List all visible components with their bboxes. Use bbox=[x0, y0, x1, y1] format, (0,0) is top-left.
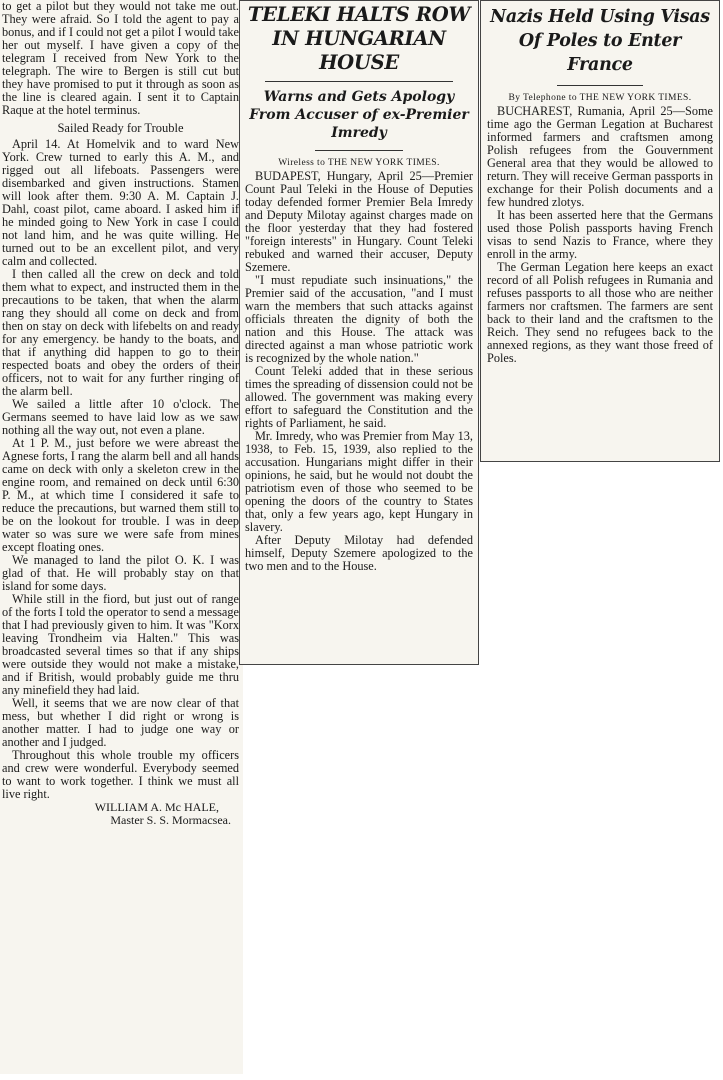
signature-name: WILLIAM A. Mc HALE, bbox=[94, 800, 219, 814]
article-paragraph: The German Legation here keeps an exact record of all Polish refugees in Rumania and refuses passports to all those who are neither farmers nor craftsmen. The farmers are sent back to their land and the craftsmen to the Reich. They send no refugees back to the annexed regions, as they want those freed of Poles. bbox=[487, 260, 713, 365]
wire-credit: Wireless to THE NEW YORK TIMES. bbox=[278, 158, 440, 168]
left-column-clipping bbox=[0, 0, 243, 1074]
section-subhead: Sailed Ready for Trouble bbox=[57, 121, 184, 135]
center-article-clipping bbox=[239, 0, 479, 665]
signature-title: Master S. S. Mormacsea. bbox=[110, 813, 231, 827]
article-paragraph: After Deputy Milotay had defended himself, Deputy Szemere apologized to the two men and to the House. bbox=[245, 533, 473, 573]
article-paragraph: Mr. Imredy, who was Premier from May 13, 1938, to Feb. 15, 1939, also replied to the accusation. Hungarians might differ in their opinions, he said, but he would not doubt the patriotism even of those who seemed to be opening the doors of the country to States that, only a few years ago, kept Hungary in slavery. bbox=[245, 429, 473, 534]
article-paragraph: to get a pilot but they would not take me out. They were afraid. So I told the agent to pay a bonus, and if I could not get a pilot I would take her out myself. I have given a copy of the telegram I received from New York to the telegraph. The wire to Bergen is still cut but they have promised to put it through as soon as the line is cleared again. I sent it to Captain Raque at the hotel terminus. bbox=[2, 0, 240, 117]
article-paragraph: "I must repudiate such insinuations," the Premier said of the accusation, "and I must warn the members that such attacks against officials threaten the dignity of both the nation and this House. The attack was directed against a man whose patriotic work is recognized by the whole nation." bbox=[245, 273, 473, 365]
article-paragraph: We sailed a little after 10 o'clock. The Germans seemed to have laid low as we saw nothing all the way out, not even a plane. bbox=[2, 397, 239, 437]
article-paragraph: Throughout this whole trouble my officers and crew were wonderful. Everybody seemed to want to work together. I think we must all live right. bbox=[2, 748, 239, 801]
article-paragraph: While still in the fiord, but just out of range of the forts I told the operator to send a message that I had previously given to him. It was "Korx leaving Trondheim via Halten." This was broadcasted several times so that if any ships were outside they would not make a mistake, and if British, would probably guide me thru any minefield they had laid. bbox=[2, 592, 239, 697]
headline-divider bbox=[557, 85, 643, 86]
headline-divider bbox=[265, 81, 453, 82]
article-deck: Warns and Gets Apology From Accuser of ex-Premier Imredy bbox=[249, 89, 469, 141]
article-paragraph: Well, it seems that we are now clear of that mess, but whether I did right or wrong is another matter. I had to judge one way or another and I judged. bbox=[2, 696, 239, 749]
wire-credit: By Telephone to THE NEW YORK TIMES. bbox=[508, 93, 692, 103]
article-paragraph: It has been asserted here that the Germans used those Polish passports having French visas to send Nazis to France, where they enroll in the army. bbox=[487, 208, 713, 261]
article-paragraph: Count Teleki added that in these serious times the spreading of dissension could not be allowed. The government was making every effort to safeguard the Constitution and the rights of Parliament, he said. bbox=[245, 364, 473, 430]
article-paragraph: We managed to land the pilot O. K. I was glad of that. He will probably stay on that island for some days. bbox=[2, 553, 239, 593]
article-paragraph: At 1 P. M., just before we were abreast the Agnese forts, I rang the alarm bell and all hands came on deck with only a skeleton crew in the engine room, and remained on deck until 6:30 P. M., at which time I considered it safe to reduce the precautions, but warned them still to be on the lookout for trouble. I was in deep water so was sure we were safe from mines except floating ones. bbox=[2, 436, 239, 554]
article-headline: TELEKI HALTS ROW IN HUNGARIAN HOUSE bbox=[247, 3, 471, 74]
article-paragraph: April 14. At Homelvik and to ward New York. Crew turned to early this A. M., and rigged out all lifeboats. Passengers were disembarked and given instructions. Stamen will look after them. 9:30 A. M. Captain J. Dahl, coast pilot, came aboard. I asked him if he minded going to New York in case I could not land him, and he was quite willing. He turned out to be an excellent pilot, and very calm and collected. bbox=[2, 137, 239, 268]
right-article-clipping bbox=[480, 0, 720, 462]
deck-divider bbox=[315, 150, 403, 151]
article-paragraph: BUCHAREST, Rumania, April 25—Some time ago the German Legation at Bucharest informed farmers and craftsmen among Polish refugees from the Gouvernment General area that they would be allowed to return. They will receive German passports in exchange for their Polish documents and a few hundred zlotys. bbox=[487, 104, 713, 209]
article-paragraph: BUDAPEST, Hungary, April 25—Premier Count Paul Teleki in the House of Deputies today defended former Premier Bela Imredy and Deputy Milotay against charges made on the floor yesterday that they had fostered "foreign interests" in Hungary. Count Teleki rebuked and warned their accuser, Deputy Szemere. bbox=[245, 169, 473, 274]
article-paragraph: I then called all the crew on deck and told them what to expect, and instructed them in the precautions to be taken, that when the alarm rang they should all come on deck and from then on stay on deck with lifebelts on and ready for any emergency. be handy to the boats, and that if anything did happen to go to their respected boats and obey the orders of their officers, not to wait for any further ringing of the alarm bell. bbox=[2, 267, 239, 398]
article-headline: Nazis Held Using Visas Of Poles to Enter France bbox=[490, 7, 710, 75]
